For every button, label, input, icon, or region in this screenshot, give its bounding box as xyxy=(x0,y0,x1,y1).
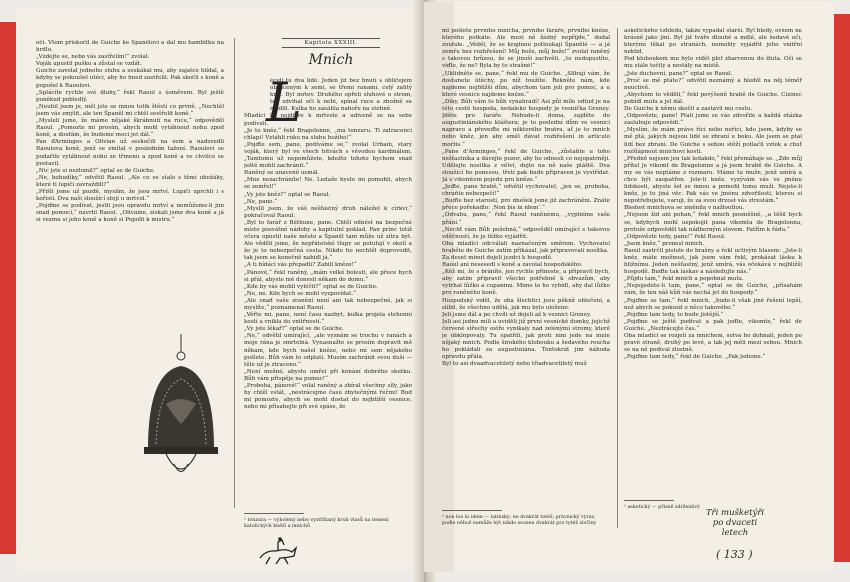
page-number: ( 133 ) xyxy=(716,548,753,561)
paragraph: „Vy jste kněz?“ optal se Raoul. xyxy=(244,191,331,198)
paragraph: „Jeďte, pane hrabě,“ odvětil vychovatel, „jen se, proboha, chraňte nebezpečí!“ xyxy=(442,184,610,198)
paragraph: Mladíci šli nejdříve k mrtvole a udiveně se na sebe podívali. xyxy=(244,113,412,127)
horse-rider-vignette xyxy=(256,536,300,566)
paragraph: „Jsem kněz,“ pronesl mnich. xyxy=(624,240,705,247)
left-footnote: ¹ tonzura — vyholený nebo vystřihaný kruh vlasů na temeni katolických kněží a mnichů xyxy=(244,518,389,529)
paragraph: „Pánové,“ řekl raněný, „mám velké bolesti, ale přece bych si přál, abyste mě donesli někam do domu.“ xyxy=(244,269,412,283)
footnote-rule-left xyxy=(442,510,502,511)
paragraph: „Odvahu, pane,“ řekl Raoul raněnému, „vyplníme vaše přání.“ xyxy=(442,212,610,226)
right-page-column-1 xyxy=(442,28,610,502)
paragraph: „Mne nezachráníte! Ne. Ledaže byste mi pomohli, abych se zemřel!“ xyxy=(244,177,412,191)
paragraph: „Buďte bez starosti, pro dnešek jsme již zachráněni. Znáte přece pořekadlo: ‚Non bis in idem‘.“ xyxy=(442,198,610,212)
caption-line: po dvaceti xyxy=(712,518,758,528)
column-divider xyxy=(234,38,235,508)
paragraph: Raoul zastrčil pistole do brašny a řekl uctivým hlasem: „Jste-li kněz, máte možnost, jak jsem vám řekl, prokázat lásku k bližnímu. Jeden nešťastný, jenž umírá, vás očekává v nejbližší hospodě. Buďte tak laskav a následujte nás.“ xyxy=(624,247,802,276)
paragraph: Oba mladíci odcválali naznačeným směrem. Vychovatel hraběte de Guiche zatím přikázal, jak připravovali nosítka. xyxy=(442,240,610,254)
paragraph: Bledost mnichova se změnila v nažloutlou. xyxy=(624,205,745,212)
right-footnote-right: ¹ asketický — přísně zdrženlivý xyxy=(624,505,700,510)
paragraph: Guiche zavolal jednoho sluhu a zeskákal mu, aby zajatce hlídal, a kdyby se pokoušel utéci, aby ho hned zastřelil. Pak skočil s koně a popošel k Raoulovi. xyxy=(36,68,224,89)
drop-cap-initial: L xyxy=(266,71,302,134)
paragraph: „Kde by vás mohli vyléčit?“ optal se de Guiche. xyxy=(244,283,378,290)
paragraph-with-drop-cap: éceli tu dva lidé. Jeden již bez hnutí s obličejem obráceným k zemi, se třemi ranami, celý zalitý krví. Byl mrtev. Druhého opřeli sluhové o strom, ten zdvihal oči k nebi, spínal ruce a zbožně se modlil. Kulka ho zasáhla nahoře na stehně. xyxy=(270,78,412,113)
paragraph: mi pošlete prvního mnicha, prvního faráře, prvního kněze, kterého potkáte. Ale mezi ně žádný nepřijde,“ dodal zoufale. „Věděl, že se krajinou potloukají Španělé — a já zemřu bez rozhřešení! Můj bože, můj bože!“ zvolal raněný s takovou hrůzou, že se jinoši zachvěli, „to nedopustíte, viďte, že ne? Byla by to strašné!“ xyxy=(442,28,610,70)
paragraph: „Odpovězte tedy, pane!“ řekl Raoul. xyxy=(624,233,726,240)
paragraph: „Přišli jsme už pozdě, myslím, že jsou mrtví. Lupiči uprchli i s kořistí. Dva naši sloužící stojí u mrtvol.“ xyxy=(36,188,224,203)
paragraph: „Ne, pane.“ xyxy=(244,198,278,205)
paragraph: Pod kloboukem mu bylo vidět pleť zbarvenou do žluta. Oči se mu stále točily a nestály na místě. xyxy=(624,56,802,70)
chapter-heading xyxy=(282,38,380,68)
paragraph: „Proboha, pánové!“ volal raněný a zbíral všechny síly, jako by chtěl vstát, „nestrácejme času zbytečnými řečmi! Buď mi pomozte, abych se mohl dostat do nejbližší vesnice, nebo mi přísahejte při své spáse, že xyxy=(244,383,412,411)
paragraph: Raněný se unaveně usmál. xyxy=(244,170,320,177)
paragraph: „Pojďme se ještě podívat a pak jeďte, vikomte,“ řekl de Guiche. „Neztrácejte čas.“ xyxy=(624,318,802,332)
footnote-rule-right xyxy=(624,500,674,501)
right-page xyxy=(424,2,834,572)
paragraph: „Ne,“ odvětil umírající, „ale vyznám se trochu v ranách a moje rána je smrtelná. Vynasnažte se prosím dopravit mě někam, kde bych našel kněze, nebo mi sem nějakého pošlete. Bůh vám to odplatí. Musím zachránit svou duši — tělo už je ztraceno.“ xyxy=(244,333,412,368)
paragraph: „Pane d’Arminges,“ řekl de Guiche, „zůstaňte u toho nešťastníka a dávejte pozor, aby ho odnesli co nejopatrněji. Udělejte nosítka z větví, dejte na ně naše pláště. Dva sloužící ho ponesou, třetí pak bude připraven je vystřídat. Já s vikomtem pojedu pro kněze.“ xyxy=(442,148,610,183)
paragraph: „Myslím, že mám právo říci nebo neříci, kdo jsem, kdyby se mě ptá, jakých nejsou lidé se zbraní u boku. Ale jsem se ptal lidí bez zbraní. De Guiche s sebou stěží potlačil vztek a chuť rozšlápnout mnichovi kosti. xyxy=(624,127,802,155)
left-page-column-1 xyxy=(36,40,224,340)
paragraph: De Guiche k němu skočil a zastavil mu cestu. xyxy=(624,106,753,113)
paragraph: Za deset minut dojeli jezdci k hospodě. xyxy=(442,255,553,261)
paragraph: Byl to asi dvaadvacetiletý nebo třiadvacetiletý muž xyxy=(442,361,587,368)
paragraph: „Neubil jsem je, měl jste se mnou tolik štěstí co prvně. „Nechtěl jsem vás zmýlit, ale ten Španěl mi chtěl sestřelit koně.“ xyxy=(36,103,224,117)
paragraph: „Půjdu tam,“ řekl mnich a popohnal mulu. xyxy=(624,276,744,283)
caption-line: Tři mušketýři xyxy=(705,508,765,518)
paragraph: „Pojďte sem, pane, podíváme se,“ zvolal Urbain, starý voják, který byl ve všech bitvách s vévodou kardinálem. „Tamtomu už nepomůžete, kdežto tohoto bychom snad ještě mohli zachránit.“ xyxy=(244,141,412,170)
helmet-illustration xyxy=(136,334,226,504)
paragraph: „Byl to farář z Béthune, pane. Chtěl odnést na bezpečné místo posvátné nádoby a kapitulní poklad. Pan princ totiž včera opustil naše město a Španěl tam může už zítra být. Ale věděli jsme, že nepřátelské tlupy se potulují v okolí a že je to nebezpečná cesta. Nikdo ho nechtěl doprovodit, tak jsem se konečně nabídl já.“ xyxy=(244,219,412,262)
left-page xyxy=(16,8,428,570)
paragraph: asketického vzhledu, takže vypadal starší. Byl bledý, ovšem ne krásně jako jiní. Byl již tváře dlouhé a mdlé, ale šedavé oči, kterými těkal po stranách, nemohly vyjádřit jeho vnitřní neklid. xyxy=(624,28,802,56)
paragraph: „Abychom to věděli,“ řekl povýšeně hrabě de Guiche. Cizinec pobídl mulu a jel dál. xyxy=(624,91,802,105)
paragraph: „Splácíte rychle své dluhy,“ řekl Raoul s úsměvem. Byl ještě poněkud pobledlý. xyxy=(36,89,224,103)
paragraph: Hospodský viděl, že oba šlechtici jsou pěkně oblečení, a slíbil, že všechno udělá, jak mu bylo uloženo. xyxy=(442,297,610,311)
paragraph: Voják upustil pušku a zůstal se vzdát. xyxy=(36,61,142,68)
right-page-column-2 xyxy=(624,28,802,496)
paragraph: „Nepojedete-li tam, pane,“ optal se de Guiche, „přísahám vám, že ten náš kůň vás nechá jet do hospody.“ xyxy=(624,283,802,297)
column-divider xyxy=(617,28,618,528)
paragraph: „Pojďme tam tedy, to bude jistější.“ xyxy=(624,311,724,318)
paragraph: Jeli jsme dál a po chvíli už dojeli až k vesnici Greney. xyxy=(442,311,592,318)
paragraph: „Nechť vám Bůh požehná,“ odpověděl umírající s takovou vděčností, že je těžko vyjádřit. xyxy=(442,226,610,240)
paragraph: Raoul ani nesesedl s koně a zavolal hospodského. xyxy=(442,262,583,269)
paragraph: „Nic jste si nezlomil?“ optal se de Guiche. xyxy=(36,167,155,174)
paragraph: „Myslil jsem, že váš nešťastný druh náležel k církvi,“ pokračoval Raoul. xyxy=(244,205,412,219)
paragraph: „Ne, ne. Kde bych se mohl vyzpovídat.“ xyxy=(244,290,356,297)
paragraph: „Odpovězte, pane! Ptali jsme se vás zdvořile a každá otázka zasluhuje odpovědi.“ xyxy=(624,113,802,127)
chapter-number: Kapitola XXXIII. xyxy=(282,38,380,48)
paragraph: „Je to kněz,“ řekl Bragelonne, „má tonzuru. Ti zatracenci chlapi! Vztáhli ruku na sluhu božího!“ xyxy=(244,127,412,141)
paragraph: „Ne, bohudíky,“ odvětil Raoul. „Ale co se stalo s těmi ubožáky, které ti lupiči zavraždili?“ xyxy=(36,174,224,188)
paragraph: „Nejsem žid ani pohan,“ řekl mnich posměšně, „a těšil bych se, kdybych mohl uspokojit pana vikomta de Bragelonna, protože odpověděl tak nádherným slovem. Patřím k řádu.“ xyxy=(624,212,802,233)
chapter-title: Mnich xyxy=(308,52,354,68)
paragraph: „Ale snad vaše zranění není ani tak nebezpečné, jak si myslíte,“ poznamenal Raoul. xyxy=(244,297,412,311)
right-footnote-left: ¹ non bis in idem — latinsky: ne dvakrát totéž; právnický výraz, podle něhož nemůže být nikdo souzen dvakrát pro tytéž zločiny xyxy=(442,515,597,526)
paragraph: „Není možné, abyste umřel při konání dobrého skutku. Bůh vám přispěje na pomoc!“ xyxy=(244,368,412,382)
book-title-caption xyxy=(690,508,780,538)
paragraph: „Vzdejte se, nebo vás zastřelím!“ zvolal. xyxy=(36,54,150,61)
paragraph: „Proč se mě ptáte?“ odvětil neznámý a hleděl na něj téměř neuctivě. xyxy=(624,77,802,91)
paragraph: Oba mladíci se rozjeli za mnichem, sotva ho dohnali, jeden po pravé straně, druhý po levé, a tak jej měli mezi sebou. Mnich se na ně podíval zlostně. xyxy=(624,333,802,354)
paragraph: Pan ďArminges a Olivian už seskočili na zem a nadzvedli Raoulova koně, jenž se zmítal v posledním tažení. Raoulovi se podařilo vytáhnout nohu ze třmenu a zpod koně a ve chvilce se postavil. xyxy=(36,139,224,167)
paragraph: „Vy jste lékař?“ optal se de Guiche. xyxy=(244,326,344,333)
paragraph: „A ti bídáci vás přepadli? Zabili kněze!“ xyxy=(244,262,357,269)
paragraph: oči. Vtom přiskočil de Guiche ke Španělovi a dal mu bambitku na hrdlo. xyxy=(36,40,224,54)
paragraph: „Mysleli jsme, že máme nějaké škrábnutí na ruce,“ odpověděl Raoul. „Pomozte mi prosím, abych mohl vytáhnout nohu zpod koně, a doufám, že budeme moci jet dál.“ xyxy=(36,118,224,139)
paragraph: „Pojďme tam tedy,“ řekl de Guiche. „Pak jedeme.“ xyxy=(624,354,766,361)
paragraph: „Jste duchovní, pane?“ optal se Raoul. xyxy=(624,70,733,77)
paragraph: Jeli asi jednu míli a uviděli již první vesnické domky, jejichž červené střechy ostře vynikaly nad zelenými stromy, které je obklopovaly. Tu spatřili, jak proti nim jede na mule nějaký mnich. Podle širokého klobouku a šedavého roucha ho pokládali za augustiniána. Tentokrát jim náhoda opravdu přála. xyxy=(442,318,610,361)
paragraph: „Předně nejsem jen tak ledakdo,“ řekl přemáhaje se. „Zde můj přítel je vikomt de Bragelonne a já jsem hrabě de Guiche. A my se vás neptáme z rozmaru. Máme tu muže, jenž umírá a chce být zaopatřen. Jste-li kněz, vyzývám vás ve jménu lidskosti, abyste šel se mnou a pomohl tomu muži. Nejste-li kněz, je to jiná věc. Pak vás ve jménu zdvořilosti, kterou si nepotřebujete, varuji, že za svou drzost vás ztrestám.“ xyxy=(624,155,802,205)
paragraph: „Kéž mi, že s bráníte, jen rychle přineste, a připravil bych, aby zatím připravil všecko potřebné k obvazům, aby vytrhal lůžko a cupaninu. Mimo to ho vybídl, aby dal lůžko pro raněného koně. xyxy=(442,269,610,297)
paragraph: „Uklidněte se, pane,“ řekl mu de Guiche. „Slibuji vám, že dostanete útěchy, po níž toužíte. Řekněte nám, kde najdeme nejbližší dům, abychom tam jeli pro pomoc, a u které vesnice najdeme kněze.“ xyxy=(442,70,610,98)
paragraph: „Pojďme se podívat, jestli jsou opravdu mrtví a nemůžeme-li jim snad pomoci,“ navrhl Raoul. „Olivaine, získali jsme dva koně a já si vezmu si jeho koně a koně si Popolli k mistru.“ xyxy=(36,203,224,224)
left-page-column-2 xyxy=(244,71,412,500)
paragraph: „Díky, Bůh vám to bůh vynahradí! Asi půl míle odtud je na této cestě hospoda, nedaleko hospody je vesnička Greney. Jděte pro faráře. Nebude-li doma, zajděte do augustiniánského kláštera; je to poslední dům ve vesnici napravo a převeďte mi některého bratra, ať je to mnich nebo kněz, jen aby směl dávat rozhřešení in articulo mortis.“ xyxy=(442,98,610,148)
footnote-rule xyxy=(244,513,304,514)
paragraph: „Pojďme se tam,“ řekl mnich, „bude-li však jiné řešení lepší, než abych se pokusil o něco takového.“ xyxy=(624,297,802,311)
caption-line: letech xyxy=(721,528,749,538)
paragraph: „Věřte mi, pane, není času nazbyt, kulka projela stehenní kostí a vnikla do vnitřností.“ xyxy=(244,312,412,326)
